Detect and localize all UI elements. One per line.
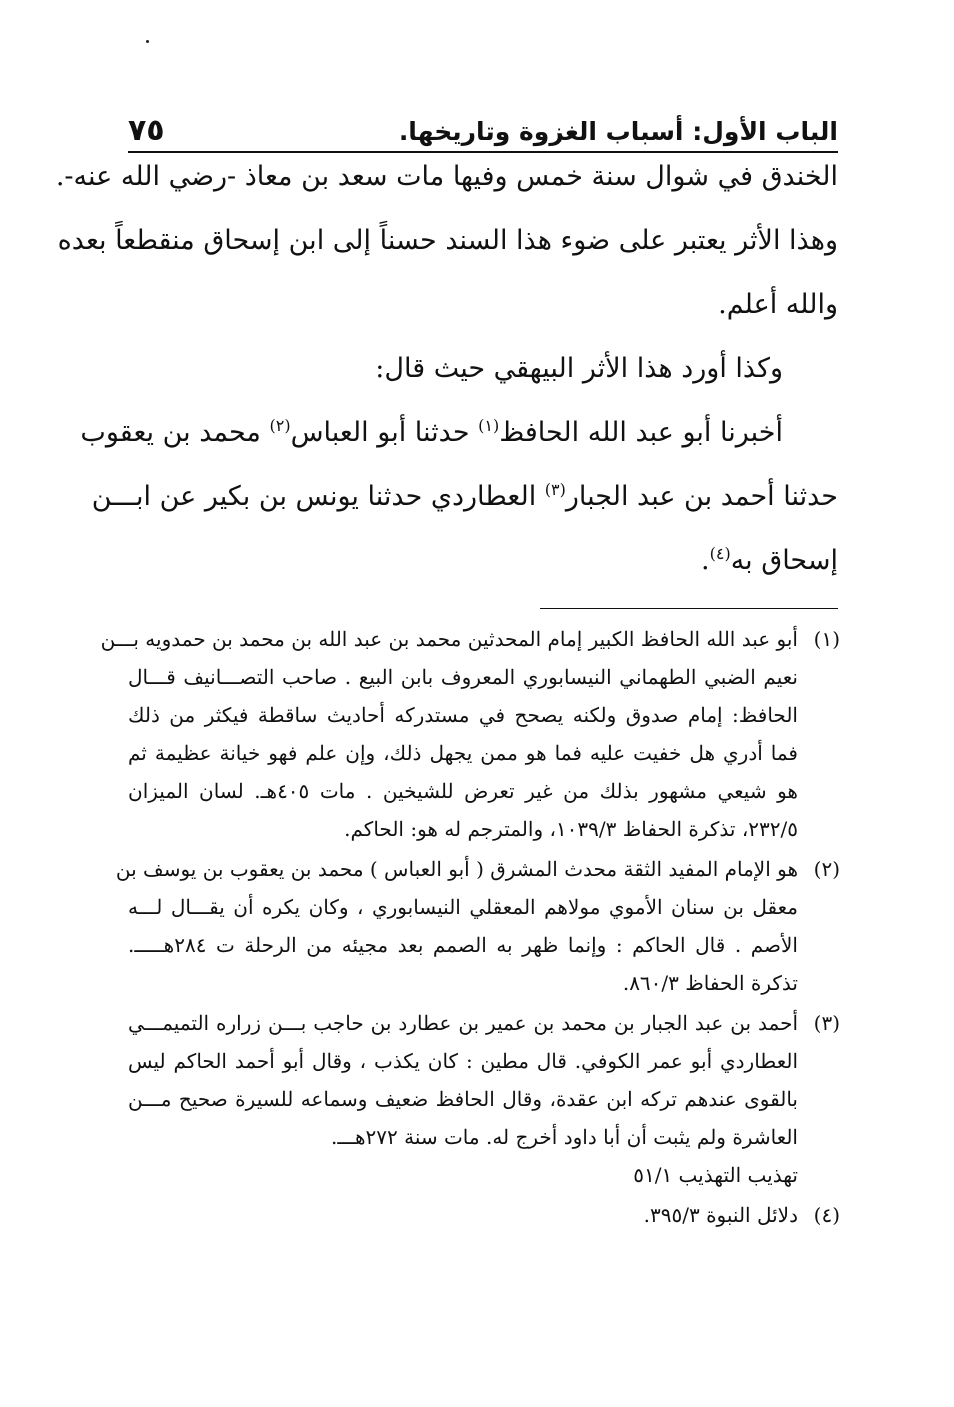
footnote-line: هو الإمام المفيد الثقة محدث المشرق ( أبو العباس ) محمد بن يعقوب بن يوسف بن bbox=[115, 857, 798, 881]
footnote-marker: (٤) bbox=[813, 1203, 840, 1227]
chapter-title: الباب الأول: أسباب الغزوة وتاريخها. bbox=[398, 117, 838, 146]
footnote-line: أحمد بن عبد الجبار بن محمد بن عمير بن عطارد بن حاجب بـــن زراره التميمـــي bbox=[128, 1011, 798, 1035]
footnote bbox=[100, 624, 840, 852]
chain-line bbox=[128, 544, 838, 608]
running-header bbox=[128, 112, 838, 152]
chain-line bbox=[91, 480, 838, 544]
chain-text: حدثنا أحمد بن عبد الجبار bbox=[565, 481, 838, 512]
ink-speck bbox=[146, 40, 149, 43]
chain-text: محمد بن يعقوب bbox=[80, 417, 270, 448]
chain-text: أخبرنا أبو عبد الله الحافظ bbox=[499, 417, 783, 448]
footnote-line: هو شيعي مشهور بذلك من غير تعرض للشيخين . مات ٤٠٥هـ. لسان الميزان bbox=[128, 779, 798, 803]
footnote-line: الحافظ: إمام صدوق ولكنه يصحح في مستدركه أحاديث ساقطة فيكثر من ذلك bbox=[128, 703, 798, 727]
footnote bbox=[128, 1200, 840, 1238]
chain-text: العطاردي حدثنا يونس بن بكير عن ابـــن bbox=[91, 481, 545, 512]
footnote-line: نعيم الضبي الطهماني النيسابوري المعروف بابن البيع . صاحب التصـــانيف قـــال bbox=[128, 665, 798, 689]
footnote bbox=[115, 854, 840, 1006]
header-rule bbox=[128, 151, 838, 153]
footnote-marker: (٢) bbox=[813, 857, 840, 881]
chain-text: إسحاق به bbox=[730, 545, 838, 576]
page-number: ٧٥ bbox=[128, 113, 165, 148]
footnote-ref[interactable]: (٤) bbox=[709, 544, 731, 563]
body-line: الخندق في شوال سنة خمس وفيها مات سعد بن معاذ -رضي الله عنه-. bbox=[55, 161, 838, 192]
footnote-line: فما أدري هل خفيت عليه فما هو ممن يجهل ذلك، وإن علم فهو خيانة عظيمة ثم bbox=[128, 741, 798, 765]
chain-text: حدثنا أبو العباس bbox=[290, 417, 479, 448]
footnote-marker: (١) bbox=[813, 627, 840, 651]
main-text bbox=[55, 160, 838, 608]
footnotes bbox=[100, 624, 840, 1238]
footnote-line: بالقوى عندهم تركه ابن عقدة، وقال الحافظ ضعيف وسماعه للسيرة صحيح مـــن bbox=[128, 1087, 798, 1111]
chain-line bbox=[80, 416, 838, 480]
chain-text: . bbox=[701, 545, 710, 576]
footnote-line: دلائل النبوة ٣٩٥/٣. bbox=[643, 1203, 798, 1227]
footnote-ref[interactable]: (١) bbox=[478, 416, 500, 435]
footnote-line: أبو عبد الله الحافظ الكبير إمام المحدثين محمد بن عبد الله بن محمد بن حمدويه بـــن bbox=[100, 627, 798, 651]
footnote-line: تذكرة الحفاظ ٨٦٠/٣. bbox=[622, 971, 798, 995]
footnote-line: ٢٣٢/٥، تذكرة الحفاظ ١٠٣٩/٣، والمترجم له هو: الحاكم. bbox=[344, 817, 798, 841]
footnote-ref[interactable]: (٣) bbox=[544, 480, 566, 499]
footnote-line: العطاردي أبو عمر الكوفي. قال مطين : كان يكذب ، وقال أبو أحمد الحاكم ليس bbox=[128, 1049, 798, 1073]
footnote-separator bbox=[540, 608, 838, 609]
footnote-ref[interactable]: (٢) bbox=[269, 416, 291, 435]
body-line: وهذا الأثر يعتبر على ضوء هذا السند حسناً إلى ابن إسحاق منقطعاً بعده bbox=[57, 225, 838, 256]
footnote-marker: (٣) bbox=[813, 1011, 840, 1035]
footnote-line: العاشرة ولم يثبت أن أبا داود أخرج له. مات سنة ٢٧٢هـــ. bbox=[331, 1125, 798, 1149]
footnote bbox=[128, 1008, 840, 1198]
body-line: وكذا أورد هذا الأثر البيهقي حيث قال: bbox=[375, 353, 783, 384]
footnote-line: معقل بن سنان الأموي مولاهم المعقلي النيسابوري ، وكان يكره أن يقـــال لـــه bbox=[128, 895, 798, 919]
body-line: والله أعلم. bbox=[718, 289, 838, 320]
footnote-line: الأصم . قال الحاكم : وإنما ظهر به الصمم بعد مجيئه من الرحلة ت ٢٨٤هـــــ. bbox=[128, 933, 798, 957]
footnote-line: تهذيب التهذيب ٥١/١ bbox=[633, 1163, 798, 1187]
